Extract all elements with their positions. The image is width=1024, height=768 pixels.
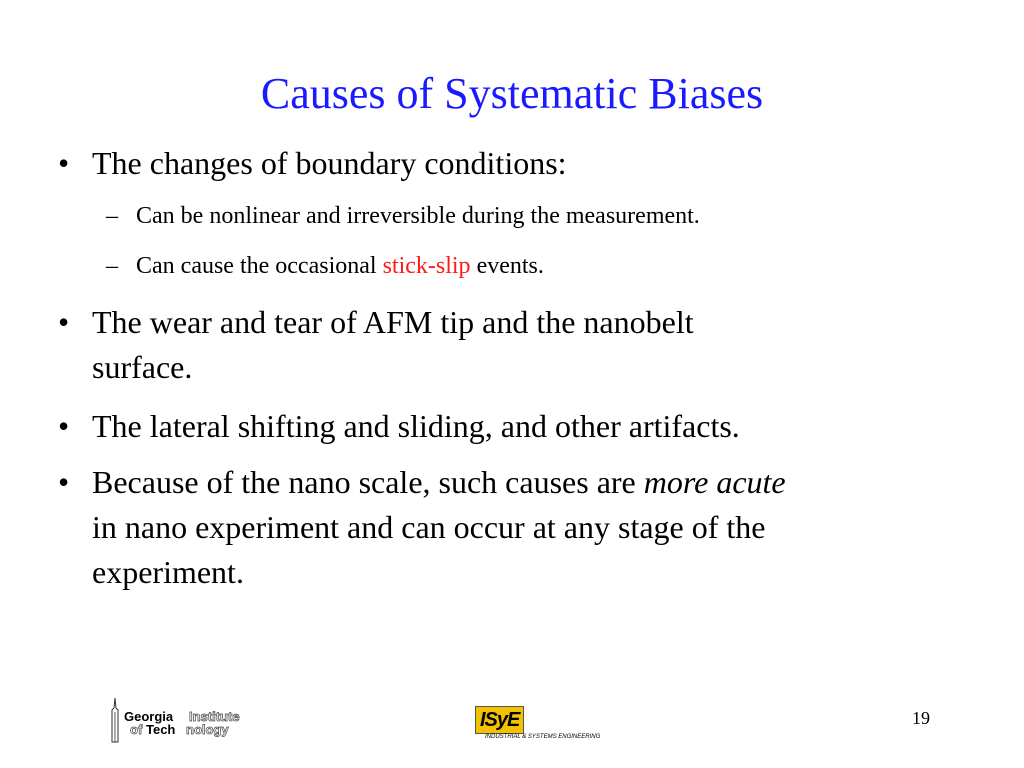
bullet-text bbox=[92, 460, 972, 595]
bullet-text: The lateral shifting and sliding, and other artifacts. bbox=[92, 408, 740, 444]
bullet-text bbox=[92, 300, 972, 390]
slide-title: Causes of Systematic Biases bbox=[260, 69, 764, 118]
sub-bullet-text-before: Can cause the occasional bbox=[136, 253, 383, 279]
dash-glyph: – bbox=[106, 203, 118, 229]
gt-word-institute: Institute bbox=[189, 709, 240, 724]
bullet-text-line1: The wear and tear of AFM tip and the nanobelt bbox=[92, 304, 694, 340]
bullet-glyph: • bbox=[58, 304, 70, 340]
bullet-text-line2: in nano experiment and can occur at any stage of the bbox=[92, 509, 766, 545]
gt-word-tech: Tech bbox=[146, 722, 176, 737]
isye-logo-caption: INDUSTRIAL & SYSTEMS ENGINEERING bbox=[485, 734, 601, 740]
georgia-tech-logo bbox=[108, 698, 258, 744]
bullet-glyph: • bbox=[58, 145, 70, 181]
dash-glyph: – bbox=[106, 253, 118, 279]
isye-logo-mark: ISyE bbox=[475, 706, 524, 734]
bullet-text-line2: surface. bbox=[92, 349, 193, 385]
sub-bullet-text-after: events. bbox=[470, 253, 544, 279]
bullet-text-before: Because of the nano scale, such causes are bbox=[92, 464, 644, 500]
bullet-glyph: • bbox=[58, 408, 70, 444]
highlight-text: stick-slip bbox=[382, 253, 471, 279]
emphasis-text: more acute bbox=[643, 464, 786, 500]
tower-icon bbox=[108, 698, 122, 744]
page-number: 19 bbox=[912, 708, 930, 728]
sub-bullet-text bbox=[136, 250, 544, 282]
bullet-text: The changes of boundary conditions: bbox=[92, 145, 567, 181]
isye-logo bbox=[475, 706, 605, 742]
gt-word-georgia: Georgia bbox=[124, 709, 174, 724]
bullet-glyph: • bbox=[58, 464, 70, 500]
gt-word-nology: nology bbox=[186, 722, 229, 737]
gt-word-of: of bbox=[130, 722, 143, 737]
bullet-text-line3: experiment. bbox=[92, 554, 244, 590]
sub-bullet-text: Can be nonlinear and irreversible during the measurement. bbox=[136, 203, 700, 229]
